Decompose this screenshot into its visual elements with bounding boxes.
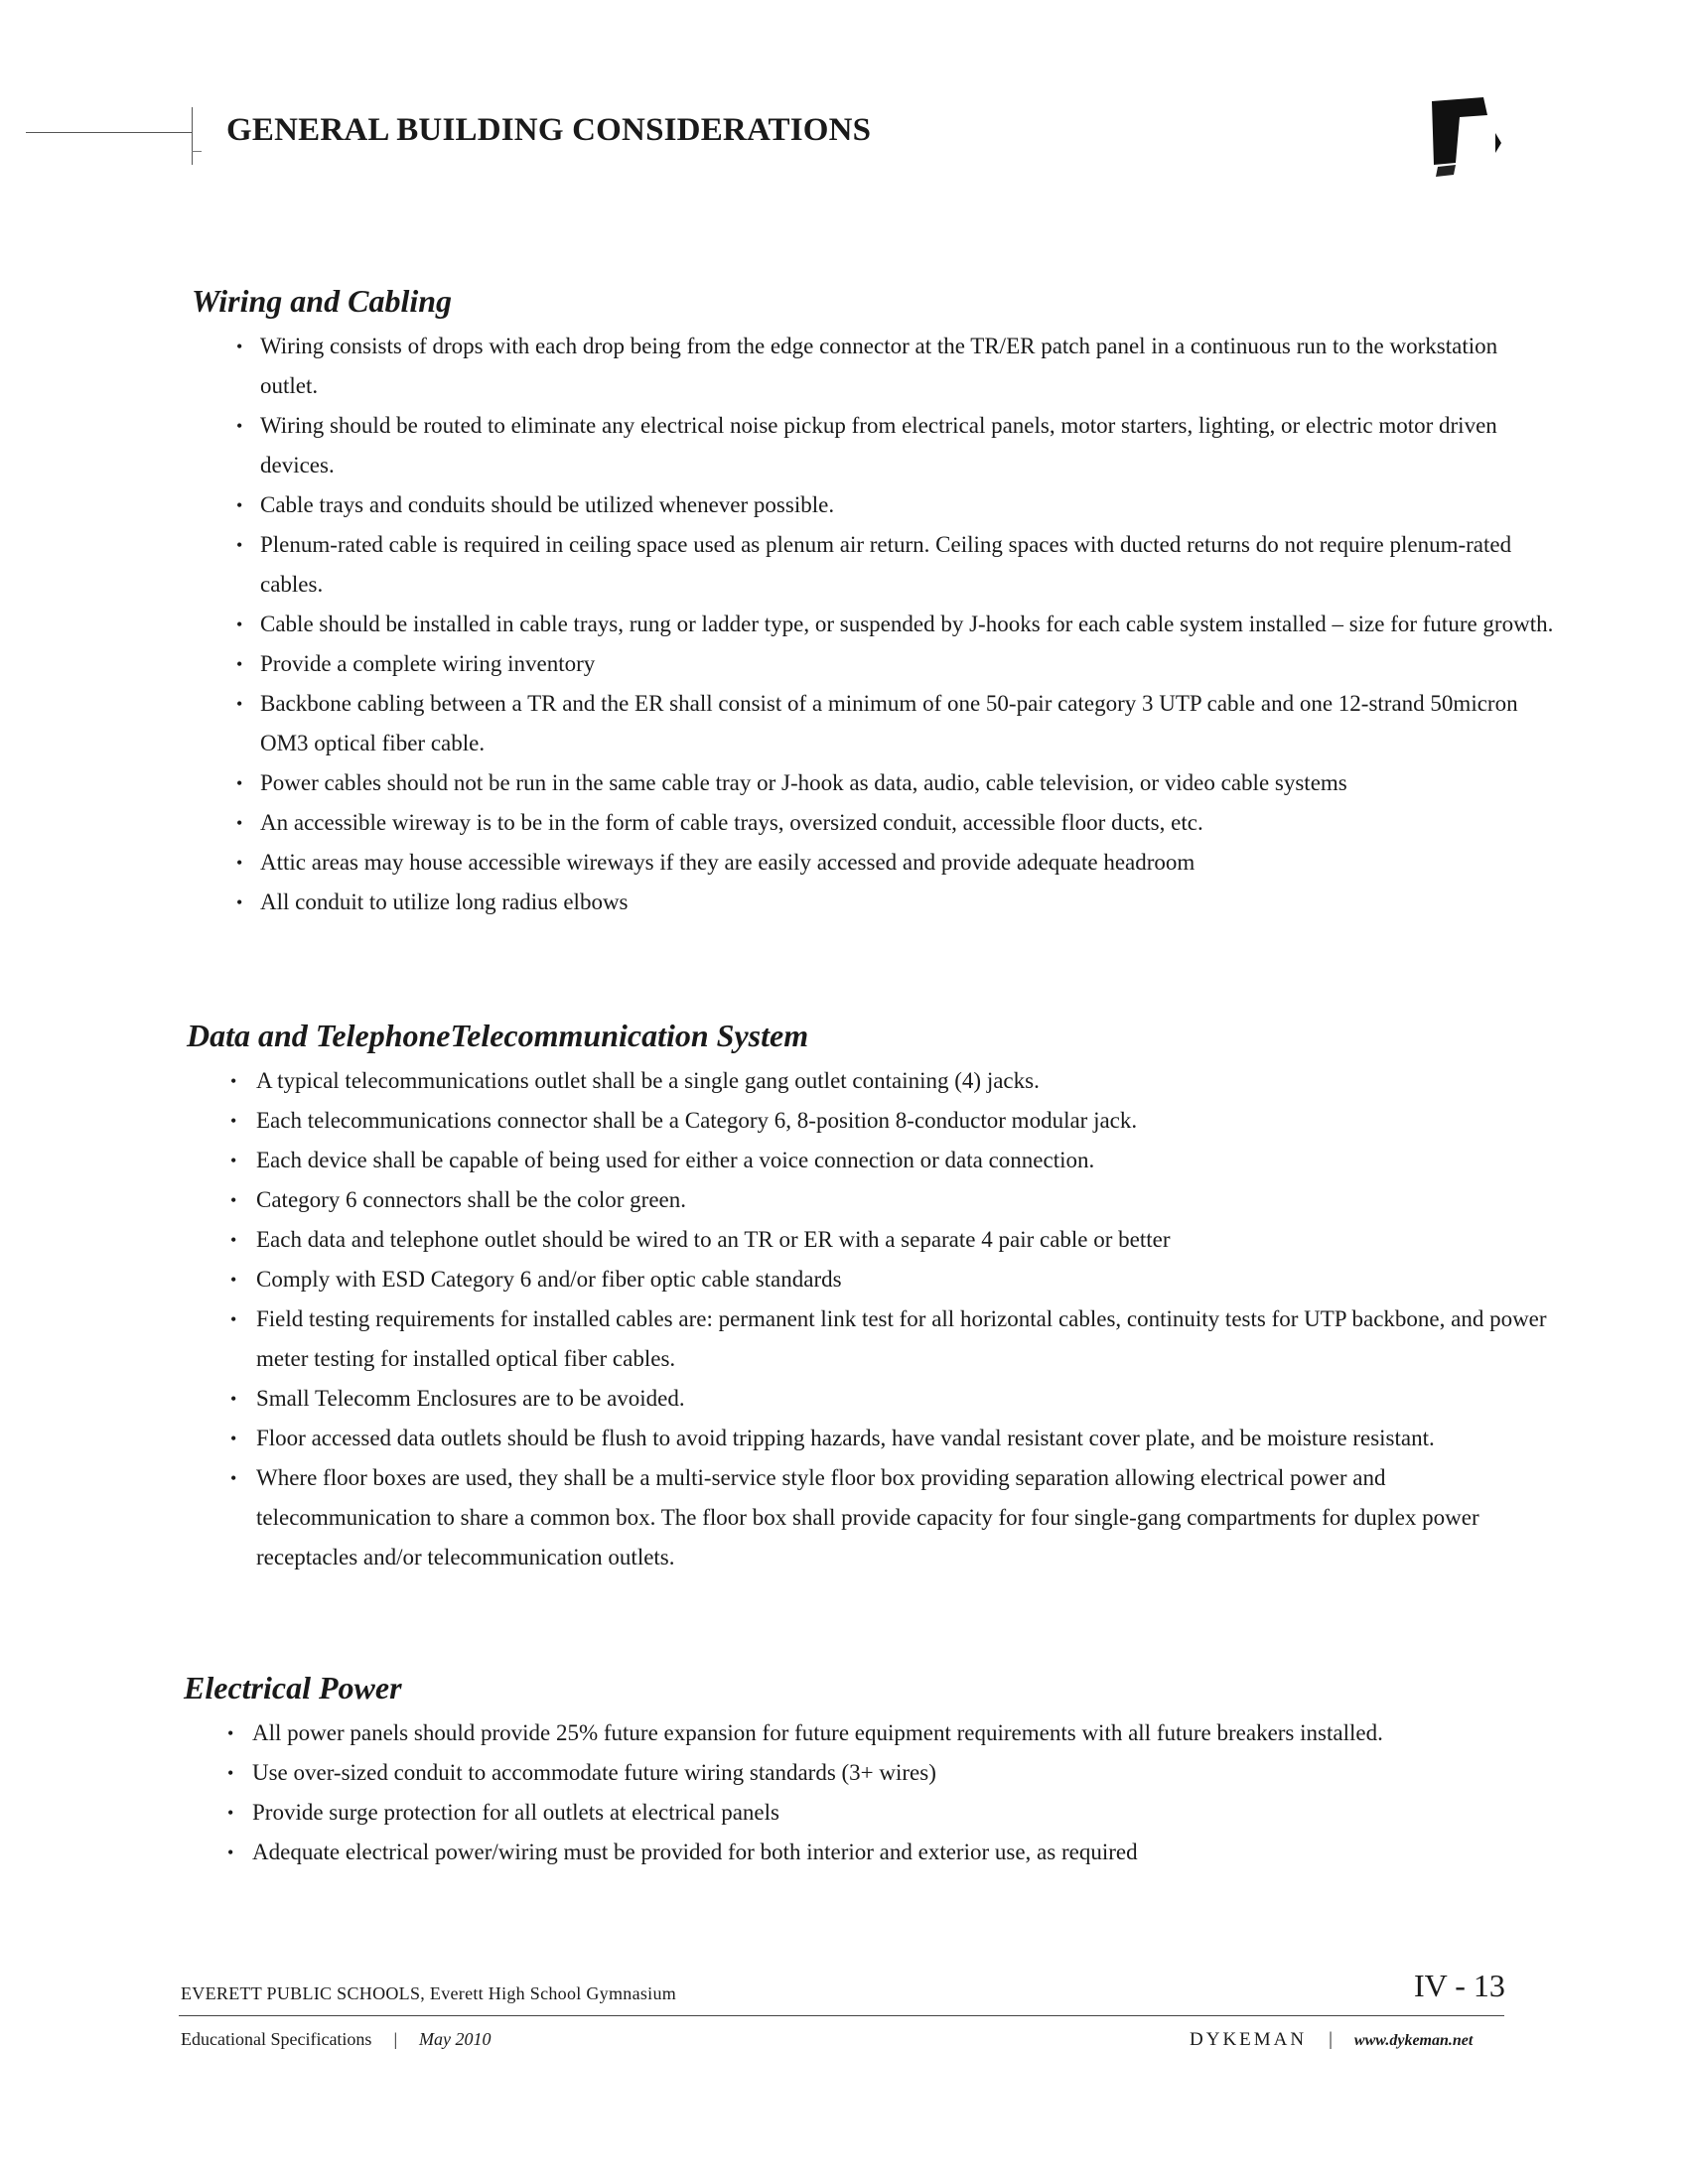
list-item: [0, 644, 1688, 684]
list-item: [0, 1220, 1688, 1260]
list-item: [0, 1299, 1688, 1379]
footer-separator: |: [393, 2029, 398, 2049]
list-item-text: Field testing requirements for installed cables are: permanent link test for all horizontal cables, continuity tests for UTP backbone, and power meter testing for installed optical fiber cables.: [256, 1306, 1547, 1371]
list-item: [0, 1260, 1688, 1299]
header-tick-mark: [192, 107, 193, 165]
list-item-text: Backbone cabling between a TR and the ER shall consist of a minimum of one 50-pair category 3 UTP cable and one 12-strand 50micron OM3 optical fiber cable.: [260, 691, 1518, 755]
list-item: [0, 525, 1688, 605]
bullet-icon: •: [236, 654, 243, 674]
list-item-text: A typical telecommunications outlet shall be a single gang outlet containing (4) jacks.: [256, 1068, 1040, 1093]
list-item: [0, 327, 1688, 406]
list-item: [0, 843, 1688, 883]
section-heading: Electrical Power: [184, 1670, 402, 1706]
list-item-text: Floor accessed data outlets should be flush to avoid tripping hazards, have vandal resistant cover plate, and be moisture resistant.: [256, 1426, 1435, 1450]
footer-org-name: EVERETT PUBLIC SCHOOLS,: [181, 1983, 426, 2003]
list-item-text: Provide a complete wiring inventory: [260, 651, 596, 676]
list-item-text: Each data and telephone outlet should be wired to an TR or ER with a separate 4 pair cable or better: [256, 1227, 1171, 1252]
list-item-text: Where floor boxes are used, they shall be a multi-service style floor box providing separation allowing electrical power and telecommunication to share a common box. The floor box shall provide capacity for four single-gang compartments for duplex power receptacles and/or telecommunication outlets.: [256, 1465, 1479, 1570]
section-data-and-telephone: [0, 1016, 1688, 1577]
bullet-icon: •: [230, 1230, 237, 1250]
page-title: GENERAL BUILDING CONSIDERATIONS: [226, 112, 872, 148]
list-item: [0, 684, 1688, 763]
bullet-icon: •: [230, 1190, 237, 1210]
bullet-icon: •: [227, 1803, 234, 1823]
list-item: [0, 883, 1688, 922]
list-item: [0, 485, 1688, 525]
list-item: [0, 1101, 1688, 1141]
bullet-icon: •: [230, 1071, 237, 1091]
list-item: [0, 1379, 1688, 1419]
list-item-text: Adequate electrical power/wiring must be provided for both interior and exterior use, as required: [252, 1840, 1138, 1864]
footer-url: www.dykeman.net: [1353, 2032, 1474, 2049]
list-item-text: Each device shall be capable of being used for either a voice connection or data connection.: [256, 1148, 1095, 1172]
list-item-text: Comply with ESD Category 6 and/or fiber optic cable standards: [256, 1267, 842, 1292]
list-item: [0, 763, 1688, 803]
bullet-icon: •: [236, 853, 243, 873]
list-item: [0, 1141, 1688, 1180]
list-item-text: Wiring should be routed to eliminate any electrical noise pickup from electrical panels, motor starters, lighting, or electric motor driven devices.: [260, 413, 1497, 478]
list-item: [0, 1753, 1688, 1793]
section-electrical-power: [0, 1668, 1688, 1872]
bullet-icon: •: [230, 1111, 237, 1131]
section-wiring-and-cabling: [0, 281, 1688, 922]
bullet-icon: •: [230, 1270, 237, 1290]
footer-date: May 2010: [419, 2029, 492, 2049]
footer-firm-info: [1190, 2029, 1473, 2051]
bullet-list: [0, 327, 1688, 922]
list-item: [0, 1458, 1688, 1577]
list-item-text: Use over-sized conduit to accommodate future wiring standards (3+ wires): [252, 1760, 936, 1785]
list-item: [0, 1061, 1688, 1101]
list-item-text: Plenum-rated cable is required in ceiling space used as plenum air return. Ceiling spaces with ducted returns do not require plenum-rated cables.: [260, 532, 1512, 597]
list-item: [0, 1833, 1688, 1872]
list-item: [0, 1180, 1688, 1220]
bullet-list: [0, 1061, 1688, 1577]
list-item: [0, 803, 1688, 843]
bullet-icon: •: [236, 614, 243, 634]
footer-doc-info: [181, 2029, 492, 2050]
bullet-icon: •: [227, 1843, 234, 1862]
list-item-text: Cable trays and conduits should be utilized whenever possible.: [260, 492, 835, 517]
footer-organization: [181, 1983, 676, 2004]
footer-doc-type: Educational Specifications: [181, 2029, 372, 2049]
list-item-text: All power panels should provide 25% future expansion for future equipment requirements with all future breakers installed.: [252, 1720, 1383, 1745]
footer-rule: [179, 2015, 1504, 2016]
page-number: IV - 13: [1414, 1968, 1505, 2003]
bullet-icon: •: [236, 535, 243, 555]
section-heading: Data and TelephoneTelecommunication System: [187, 1018, 809, 1053]
bullet-icon: •: [230, 1151, 237, 1170]
list-item-text: Category 6 connectors shall be the color green.: [256, 1187, 687, 1212]
bullet-icon: •: [227, 1723, 234, 1743]
list-item-text: Wiring consists of drops with each drop being from the edge connector at the TR/ER patch panel in a continuous run to the workstation outlet.: [260, 334, 1498, 398]
bullet-icon: •: [236, 337, 243, 356]
bullet-icon: •: [227, 1763, 234, 1783]
dykeman-logo-icon: [1426, 93, 1505, 183]
list-item-text: Attic areas may house accessible wireways if they are easily accessed and provide adequate headroom: [260, 850, 1196, 875]
list-item-text: All conduit to utilize long radius elbows: [260, 889, 629, 914]
header-rule: [26, 132, 193, 133]
bullet-icon: •: [230, 1389, 237, 1409]
list-item: [0, 1713, 1688, 1753]
list-item-text: Provide surge protection for all outlets at electrical panels: [252, 1800, 779, 1825]
list-item-text: An accessible wireway is to be in the form of cable trays, oversized conduit, accessible floor ducts, etc.: [260, 810, 1203, 835]
section-heading: Wiring and Cabling: [192, 283, 453, 319]
list-item-text: Power cables should not be run in the same cable tray or J-hook as data, audio, cable television, or video cable systems: [260, 770, 1347, 795]
footer-project-name: Everett High School Gymnasium: [429, 1983, 677, 2003]
bullet-icon: •: [230, 1429, 237, 1448]
bullet-icon: •: [236, 813, 243, 833]
bullet-icon: •: [236, 694, 243, 714]
list-item: [0, 1793, 1688, 1833]
bullet-list: [0, 1713, 1688, 1872]
list-item-text: Small Telecomm Enclosures are to be avoided.: [256, 1386, 685, 1411]
list-item: [0, 406, 1688, 485]
footer-separator: |: [1329, 2029, 1333, 2050]
header-tick-mark-small: [192, 151, 202, 152]
list-item: [0, 1419, 1688, 1458]
bullet-icon: •: [230, 1468, 237, 1488]
bullet-icon: •: [236, 416, 243, 436]
list-item-text: Cable should be installed in cable trays, rung or ladder type, or suspended by J-hooks for each cable system installed – size for future growth.: [260, 612, 1554, 636]
bullet-icon: •: [230, 1309, 237, 1329]
bullet-icon: •: [236, 495, 243, 515]
footer-firm-name: DYKEMAN: [1190, 2029, 1308, 2050]
bullet-icon: •: [236, 773, 243, 793]
list-item-text: Each telecommunications connector shall be a Category 6, 8-position 8-conductor modular jack.: [256, 1108, 1138, 1133]
list-item: [0, 605, 1688, 644]
bullet-icon: •: [236, 892, 243, 912]
